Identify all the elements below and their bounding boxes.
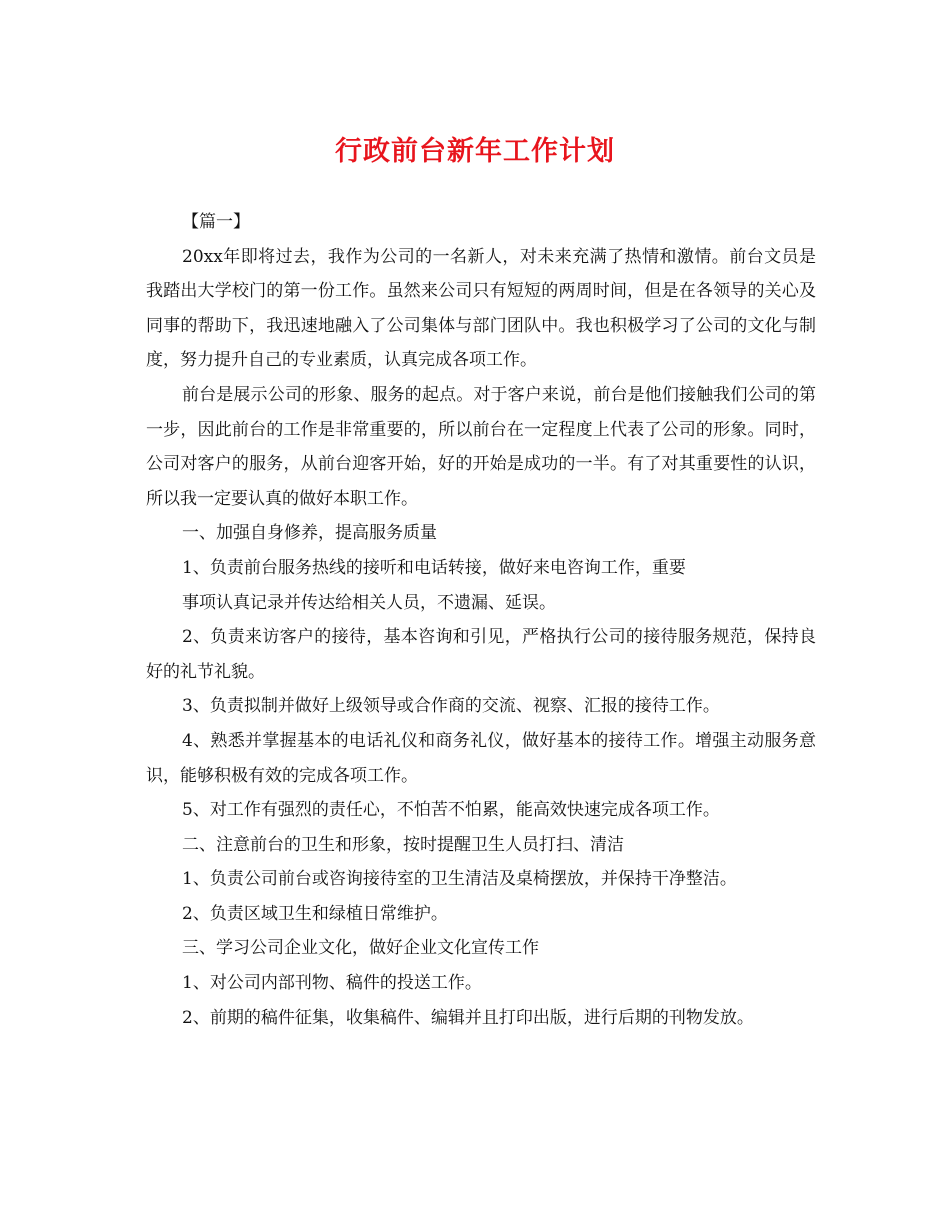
list-item-phone-duty-line2: 事项认真记录并传达给相关人员，不遗漏、延误。: [182, 592, 556, 613]
list-item-leader-reception: 3、负责拟制并做好上级领导或合作商的交流、视察、汇报的接待工作。: [182, 696, 720, 717]
list-item-publications: 1、对公司内部刊物、稿件的投送工作。: [182, 973, 482, 994]
heading-hygiene: 二、注意前台的卫生和形象，按时提醒卫生人员打扫、清洁: [182, 834, 624, 855]
list-item-manuscripts: 2、前期的稿件征集，收集稿件、编辑并且打印出版，进行后期的刊物发放。: [182, 1007, 754, 1028]
list-item-phone-duty-line1: 1、负责前台服务热线的接听和电话转接，做好来电咨询工作，重要: [182, 557, 686, 578]
heading-self-cultivation: 一、加强自身修养，提高服务质量: [182, 523, 437, 544]
list-item-cleaning: 1、负责公司前台或咨询接待室的卫生清洁及桌椅摆放，并保持干净整洁。: [182, 869, 737, 890]
list-item-etiquette: 4、熟悉并掌握基本的电话礼仪和商务礼仪，做好基本的接待工作。增强主动服务意识，能够积极有效的完成各项工作。: [146, 730, 816, 786]
document-title: 行政前台新年工作计划: [335, 136, 615, 167]
section-label: 【篇一】: [182, 212, 250, 232]
list-item-visitor-reception: 2、负责来访客户的接待，基本咨询和引见，严格执行公司的接待服务规范，保持良好的礼节礼貌。: [146, 627, 816, 682]
heading-culture: 三、学习公司企业文化，做好企业文化宣传工作: [182, 938, 539, 959]
list-item-responsibility: 5、对工作有强烈的责任心，不怕苦不怕累，能高效快速完成各项工作。: [182, 800, 720, 821]
paragraph-intro: 20xx年即将过去，我作为公司的一名新人，对未来充满了热情和激情。前台文员是我踏出大学校门的第一份工作。虽然来公司只有短短的两周时间，但是在各领导的关心及同事的帮助下，我迅速地融入了公司集体与部门团队中。我也积极学习了公司的文化与制度，努力提升自己的专业素质，认真完成各项工作。: [146, 246, 816, 371]
document-body: [146, 205, 816, 1035]
paragraph-front-desk-role: 前台是展示公司的形象、服务的起点。对于客户来说，前台是他们接触我们公司的第一步，因此前台的工作是非常重要的，所以前台在一定程度上代表了公司的形象。同时，公司对客户的服务，从前台迎客开始，好的开始是成功的一半。有了对其重要性的认识，所以我一定要认真的做好本职工作。: [146, 384, 816, 509]
list-item-plants: 2、负责区域卫生和绿植日常维护。: [182, 903, 448, 924]
